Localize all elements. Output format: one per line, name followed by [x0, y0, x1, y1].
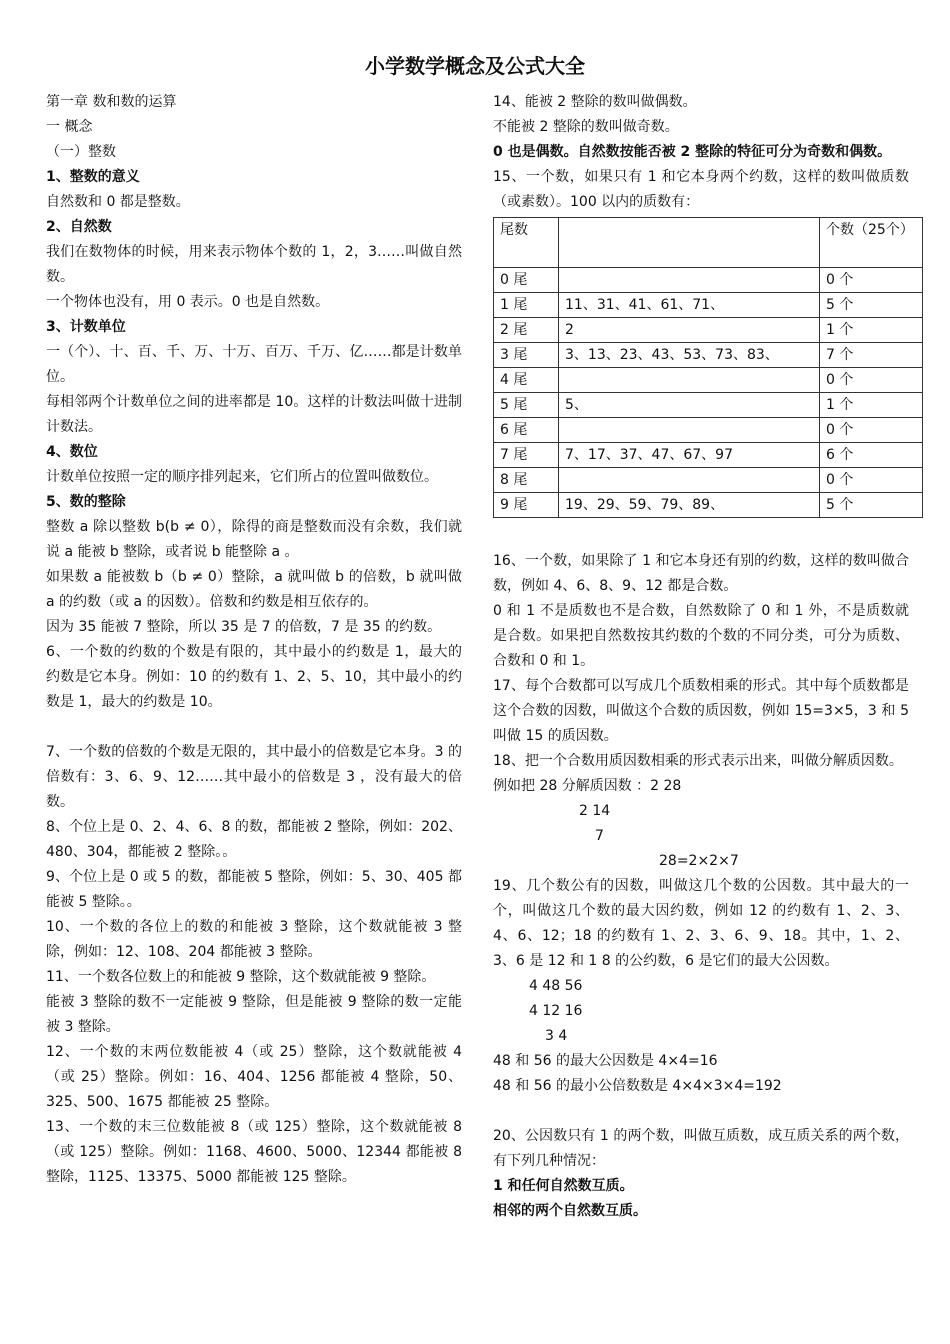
table-cell [559, 418, 820, 443]
table-cell: 5 尾 [494, 393, 559, 418]
table-cell: 11、31、41、61、71、 [559, 293, 820, 318]
table-cell: 7 尾 [494, 443, 559, 468]
paragraph: 7、一个数的倍数的个数是无限的，其中最小的倍数是它本身。3 的倍数有：3、6、9、12……其中最小的倍数是 3 ，没有最大的倍数。 [46, 744, 462, 810]
table-cell: 0 尾 [494, 268, 559, 293]
header-cell [559, 218, 820, 268]
blank-line [493, 1099, 909, 1124]
paragraph: 13、一个数的末三位数能被 8（或 125）整除，这个数就能被 8（或 125）整除。例如：1168、4600、5000、12344 都能被 8 整除，1125、13375、5000 都能被 125 整除。 [46, 1119, 462, 1185]
table-cell: 0 个 [820, 418, 923, 443]
factor-line: 2 14 [579, 803, 611, 819]
paragraph: 不能被 2 整除的数叫做奇数。 [493, 119, 679, 135]
table-row [494, 393, 923, 418]
table-cell [559, 368, 820, 393]
paragraph: 48 和 56 的最小公倍数数是 4×4×3×4=192 [493, 1078, 782, 1094]
left-column [46, 90, 462, 1190]
paragraph: 1 和任何自然数互质。 [493, 1178, 634, 1194]
header-cell: 个数（25个） [820, 218, 923, 268]
paragraph: 15、一个数，如果只有 1 和它本身两个约数，这样的数叫做质数（或素数）。100 以内的质数有： [493, 169, 909, 210]
factor-line: 4 48 56 [529, 978, 583, 994]
paragraph: 如果数 a 能被数 b（b ≠ 0）整除，a 就叫做 b 的倍数，b 就叫做 a 的约数（或 a 的因数）。倍数和约数是相互依存的。 [46, 569, 462, 610]
table-cell: 2 尾 [494, 318, 559, 343]
blank-line [493, 524, 909, 549]
table-cell: 7 个 [820, 343, 923, 368]
table-row [494, 268, 923, 293]
table-cell: 7、17、37、47、67、97 [559, 443, 820, 468]
table-cell: 2 [559, 318, 820, 343]
table-row [494, 343, 923, 368]
table-cell: 6 尾 [494, 418, 559, 443]
table-cell: 0 个 [820, 368, 923, 393]
table-cell: 9 尾 [494, 493, 559, 518]
right-column [493, 90, 914, 1224]
table-cell: 6 个 [820, 443, 923, 468]
paragraph: 能被 3 整除的数不一定能被 9 整除，但是能被 9 整除的数一定能被 3 整除。 [46, 994, 462, 1035]
paragraph: 每相邻两个计数单位之间的进率都是 10。这样的计数法叫做十进制计数法。 [46, 394, 462, 435]
item-heading: 5、数的整除 [46, 494, 126, 510]
subsection-heading: （一）整数 [46, 144, 116, 160]
table-cell [559, 468, 820, 493]
section-heading: 一 概念 [46, 119, 93, 135]
item-heading: 2、自然数 [46, 219, 112, 235]
table-row [494, 443, 923, 468]
table-cell: 5 个 [820, 493, 923, 518]
table-cell: 1 尾 [494, 293, 559, 318]
paragraph: 9、个位上是 0 或 5 的数，都能被 5 整除，例如：5、30、405 都能被 5 整除。。 [46, 869, 462, 910]
paragraph: 14、能被 2 整除的数叫做偶数。 [493, 94, 697, 110]
factor-line: 7 [595, 828, 604, 844]
blank-line [46, 715, 462, 740]
paragraph: 48 和 56 的最大公因数是 4×4=16 [493, 1053, 718, 1069]
prime-table [493, 217, 923, 518]
header-cell: 尾数 [494, 218, 559, 268]
paragraph: 19、几个数公有的因数，叫做这几个数的公因数。其中最大的一个，叫做这几个数的最大因约数，例如 12 的约数有 1、2、3、4、6、12；18 的约数有 1、2、3、6、9、18。其中，1、2、3、6 是 12 和 1 8 的公约数，6 是它们的最大公因数。 [493, 878, 909, 969]
table-cell: 19、29、59、79、89、 [559, 493, 820, 518]
table-row [494, 468, 923, 493]
chapter-heading: 第一章 数和数的运算 [46, 94, 177, 110]
item-heading: 4、数位 [46, 444, 98, 460]
page-title: 小学数学概念及公式大全 [365, 54, 585, 78]
paragraph: 18、把一个合数用质因数相乘的形式表示出来，叫做分解质因数。 [493, 753, 903, 769]
paragraph: 计数单位按照一定的顺序排列起来，它们所占的位置叫做数位。 [46, 469, 438, 485]
table-cell: 1 个 [820, 318, 923, 343]
paragraph: 一个物体也没有，用 0 表示。0 也是自然数。 [46, 294, 330, 310]
table-row [494, 418, 923, 443]
factor-result: 28=2×2×7 [659, 853, 739, 869]
paragraph: 8、个位上是 0、2、4、6、8 的数，都能被 2 整除，例如：202、480、304，都能被 2 整除。。 [46, 819, 462, 860]
item-heading: 3、计数单位 [46, 319, 126, 335]
paragraph: 17、每个合数都可以写成几个质数相乘的形式。其中每个质数都是这个合数的因数，叫做这个合数的质因数，例如 15=3×5，3 和 5 叫做 15 的质因数。 [493, 678, 909, 744]
paragraph: 16、一个数，如果除了 1 和它本身还有别的约数，这样的数叫做合数，例如 4、6、8、9、12 都是合数。 [493, 553, 909, 594]
table-row [494, 318, 923, 343]
table-cell: 5、 [559, 393, 820, 418]
paragraph: 6、一个数的约数的个数是有限的，其中最小的约数是 1，最大的 约数是它本身。例如：10 的约数有 1、2、5、10，其中最小的约数是 1，最大的约数是 10。 [46, 644, 462, 710]
table-cell: 0 个 [820, 268, 923, 293]
table-header-row [494, 218, 923, 268]
factor-line: 例如把 28 分解质因数 ：2 28 [493, 778, 682, 794]
table-cell: 5 个 [820, 293, 923, 318]
table-row [494, 293, 923, 318]
table-cell: 8 尾 [494, 468, 559, 493]
factor-line: 3 4 [545, 1028, 568, 1044]
paragraph: 20、公因数只有 1 的两个数，叫做互质数，成互质关系的两个数，有下列几种情况： [493, 1128, 909, 1169]
factor-line: 4 12 16 [529, 1003, 583, 1019]
paragraph: 0 也是偶数。自然数按能否被 2 整除的特征可分为奇数和偶数。 [493, 144, 892, 160]
paragraph: 11、一个数各位数上的和能被 9 整除，这个数就能被 9 整除。 [46, 969, 436, 985]
paragraph: 一（个）、十、百、千、万、十万、百万、千万、亿……都是计数单位。 [46, 344, 462, 385]
paragraph: 0 和 1 不是质数也不是合数，自然数除了 0 和 1 外，不是质数就是合数。如果把自然数按其约数的个数的不同分类，可分为质数、合数和 0 和 1。 [493, 603, 909, 669]
table-cell: 3 尾 [494, 343, 559, 368]
paragraph: 10、一个数的各位上的数的和能被 3 整除，这个数就能被 3 整除，例如：12、108、204 都能被 3 整除。 [46, 919, 462, 960]
table-cell: 3、13、23、43、53、73、83、 [559, 343, 820, 368]
paragraph: 整数 a 除以整数 b(b ≠ 0），除得的商是整数而没有余数，我们就说 a 能被 b 整除，或者说 b 能整除 a 。 [46, 519, 462, 560]
item-heading: 1、整数的意义 [46, 169, 140, 185]
paragraph: 因为 35 能被 7 整除，所以 35 是 7 的倍数，7 是 35 的约数。 [46, 619, 442, 635]
paragraph: 我们在数物体的时候，用来表示物体个数的 1，2，3……叫做自然数。 [46, 244, 462, 285]
table-row [494, 368, 923, 393]
table-cell: 0 个 [820, 468, 923, 493]
table-cell: 1 个 [820, 393, 923, 418]
paragraph: 12、一个数的末两位数能被 4（或 25）整除，这个数就能被 4（或 25）整除。例如：16、404、1256 都能被 4 整除，50、325、500、1675 都能被 25 整除。 [46, 1044, 462, 1110]
paragraph: 自然数和 0 都是整数。 [46, 194, 190, 210]
table-cell: 4 尾 [494, 368, 559, 393]
paragraph: 相邻的两个自然数互质。 [493, 1203, 647, 1219]
table-cell [559, 268, 820, 293]
table-row [494, 493, 923, 518]
